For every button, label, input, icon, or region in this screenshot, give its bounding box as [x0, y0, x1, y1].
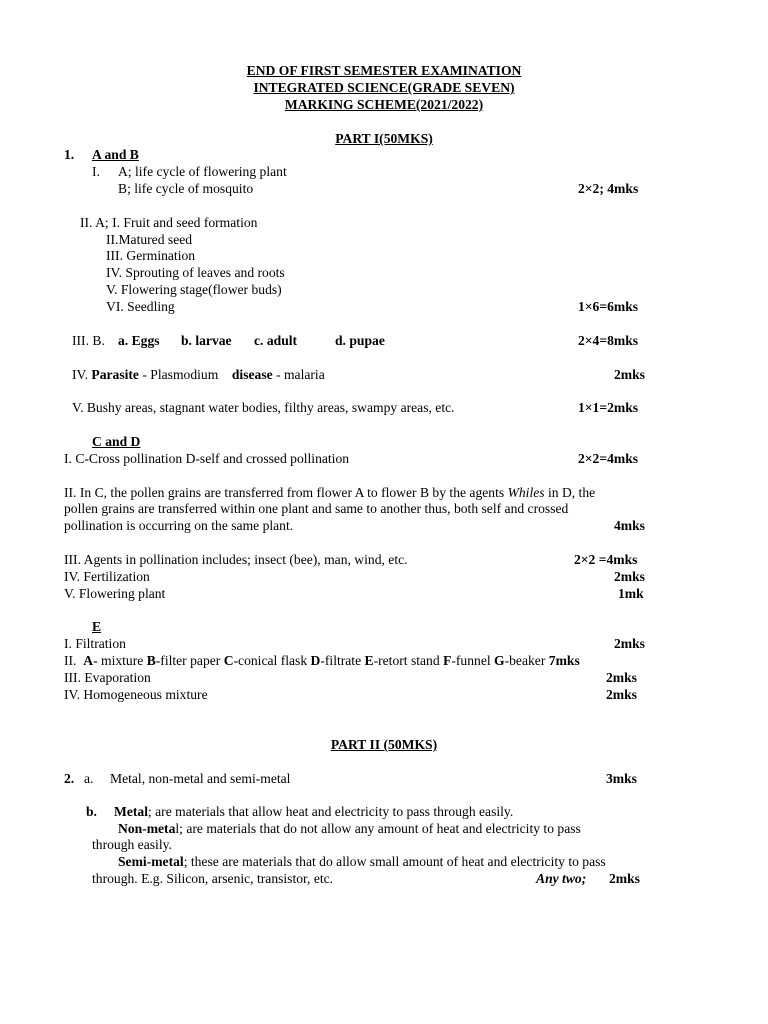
cd-i-marks: 2×2=4mks — [578, 451, 639, 466]
cd-iii-answer: III. Agents in pollination includes; insect (bee), man, wind, etc. — [64, 552, 408, 567]
e-ii-prefix: II. — [64, 653, 77, 668]
e-ii-answer — [64, 653, 580, 669]
ab-iv-malaria: - malaria — [276, 367, 325, 382]
e-ii-label: -funnel — [451, 653, 495, 668]
q2b-nonmetal-line — [118, 821, 581, 837]
ab-iv-disease-term: disease — [231, 367, 273, 382]
question-2-number: 2. — [64, 771, 75, 786]
cd-iv-marks: 2mks — [614, 569, 645, 584]
ab-iii-prefix: III. B. — [72, 333, 105, 348]
part1-title: PART I(50MKS) — [335, 131, 433, 146]
ab-iii-pupae: d. pupae — [335, 333, 385, 348]
q2a-marks: 3mks — [606, 771, 637, 786]
e-ii-label: -filtrate — [320, 653, 365, 668]
q2b-semimetal-line — [118, 854, 606, 870]
cd-v-marks: 1mk — [618, 586, 644, 601]
e-ii-marks: 7mks — [548, 653, 580, 668]
e-iii-answer: III. Evaporation — [64, 670, 151, 685]
cd-i-answer: I. C-Cross pollination D-self and crossed pollination — [64, 451, 350, 466]
cd-ii-line-2: pollen grains are transferred within one plant and same to another thus, both self and crossed — [64, 501, 569, 516]
metal-term: Metal — [114, 804, 148, 819]
e-ii-letter: G — [494, 653, 505, 668]
e-ii-label: - mixture — [93, 653, 147, 668]
scheme-title: MARKING SCHEME(2021/2022) — [284, 97, 484, 112]
ab-ii-item: VI. Seedling — [106, 299, 175, 314]
q2b-metal-line — [114, 804, 513, 820]
e-ii-label: -beaker — [504, 653, 549, 668]
ab-i-marks: 2×2; 4mks — [578, 181, 639, 196]
q2b-marks: 2mks — [609, 871, 640, 886]
cd-v-answer: V. Flowering plant — [64, 586, 166, 601]
ab-ii-item: IV. Sprouting of leaves and roots — [106, 265, 285, 280]
subject-title: INTEGRATED SCIENCE(GRADE SEVEN) — [253, 80, 515, 95]
ab-iv-marks: 2mks — [614, 367, 645, 382]
cd-ii-marks: 4mks — [614, 518, 645, 533]
q2b-nonmetal-continued: through easily. — [92, 837, 172, 852]
ab-iv-answer — [72, 367, 325, 383]
cd-ii-line-1-text: II. In C, the pollen grains are transferred from flower A to flower B by the agents — [64, 485, 505, 500]
q2b-semimetal-continued: through. E.g. Silicon, arsenic, transistor, etc. — [92, 871, 334, 886]
ab-i-roman: I. — [92, 164, 100, 179]
ab-ii-heading: II. A; I. Fruit and seed formation — [80, 215, 258, 230]
section-cd-title: C and D — [92, 434, 141, 449]
e-i-answer: I. Filtration — [64, 636, 126, 651]
e-ii-label: -conical flask — [233, 653, 311, 668]
q2b-label: b. — [86, 804, 97, 819]
ab-iii-marks: 2×4=8mks — [578, 333, 639, 348]
ab-ii-marks: 1×6=6mks — [578, 299, 639, 314]
ab-ii-item: II.Matured seed — [106, 232, 193, 247]
ab-iii-adult: c. adult — [254, 333, 298, 348]
semimetal-term: Semi-metal — [118, 854, 184, 869]
cd-iii-marks: 2×2 =4mks — [574, 552, 638, 567]
ab-iii-eggs: a. Eggs — [118, 333, 160, 348]
ab-i-answer-b: B; life cycle of mosquito — [118, 181, 254, 196]
cd-ii-line-1-end: in D, the — [547, 485, 596, 500]
e-iv-marks: 2mks — [606, 687, 637, 702]
e-ii-letter: D — [310, 653, 321, 668]
ab-ii-item: V. Flowering stage(flower buds) — [106, 282, 282, 297]
section-ab-title: A and B — [92, 147, 139, 162]
exam-title: END OF FIRST SEMESTER EXAMINATION — [246, 63, 522, 78]
e-ii-letter: F — [443, 653, 452, 668]
e-ii-letter: A — [83, 653, 94, 668]
e-i-marks: 2mks — [614, 636, 645, 651]
ab-v-marks: 1×1=2mks — [578, 400, 639, 415]
cd-ii-line-1 — [64, 485, 595, 501]
cd-iv-answer: IV. Fertilization — [64, 569, 150, 584]
any-two-note: Any two; — [536, 871, 587, 886]
ab-ii-item: III. Germination — [106, 248, 196, 263]
q2a-label: a. — [84, 771, 94, 786]
e-ii-label: -filter paper — [155, 653, 224, 668]
ab-iv-plasmodium: - Plasmodium — [142, 367, 219, 382]
e-iii-marks: 2mks — [606, 670, 637, 685]
e-ii-letter: C — [223, 653, 234, 668]
part2-title: PART II (50MKS) — [330, 737, 438, 752]
ab-i-answer-a: A; life cycle of flowering plant — [118, 164, 287, 179]
ab-v-answer: V. Bushy areas, stagnant water bodies, filthy areas, swampy areas, etc. — [72, 400, 455, 415]
semimetal-definition: ; these are materials that do allow small amount of heat and electricity to pass — [183, 854, 606, 869]
nonmetal-term: Non-meta — [118, 821, 176, 836]
e-ii-label: -retort stand — [373, 653, 444, 668]
e-ii-letter: E — [364, 653, 374, 668]
e-iv-answer: IV. Homogeneous mixture — [64, 687, 208, 702]
ab-iii-larvae: b. larvae — [181, 333, 232, 348]
e-ii-letter: B — [146, 653, 156, 668]
cd-ii-italic-word: Whiles — [507, 485, 545, 500]
cd-ii-line-3: pollination is occurring on the same plant. — [64, 518, 294, 533]
nonmetal-definition: l; are materials that do not allow any amount of heat and electricity to pass — [175, 821, 581, 836]
q2a-answer: Metal, non-metal and semi-metal — [110, 771, 291, 786]
ab-iv-prefix: IV. — [72, 367, 88, 382]
metal-definition: ; are materials that allow heat and electricity to pass through easily. — [147, 804, 514, 819]
section-e-title: E — [92, 619, 102, 634]
question-1-number: 1. — [64, 147, 75, 162]
ab-iv-parasite-term: Parasite — [91, 367, 139, 382]
